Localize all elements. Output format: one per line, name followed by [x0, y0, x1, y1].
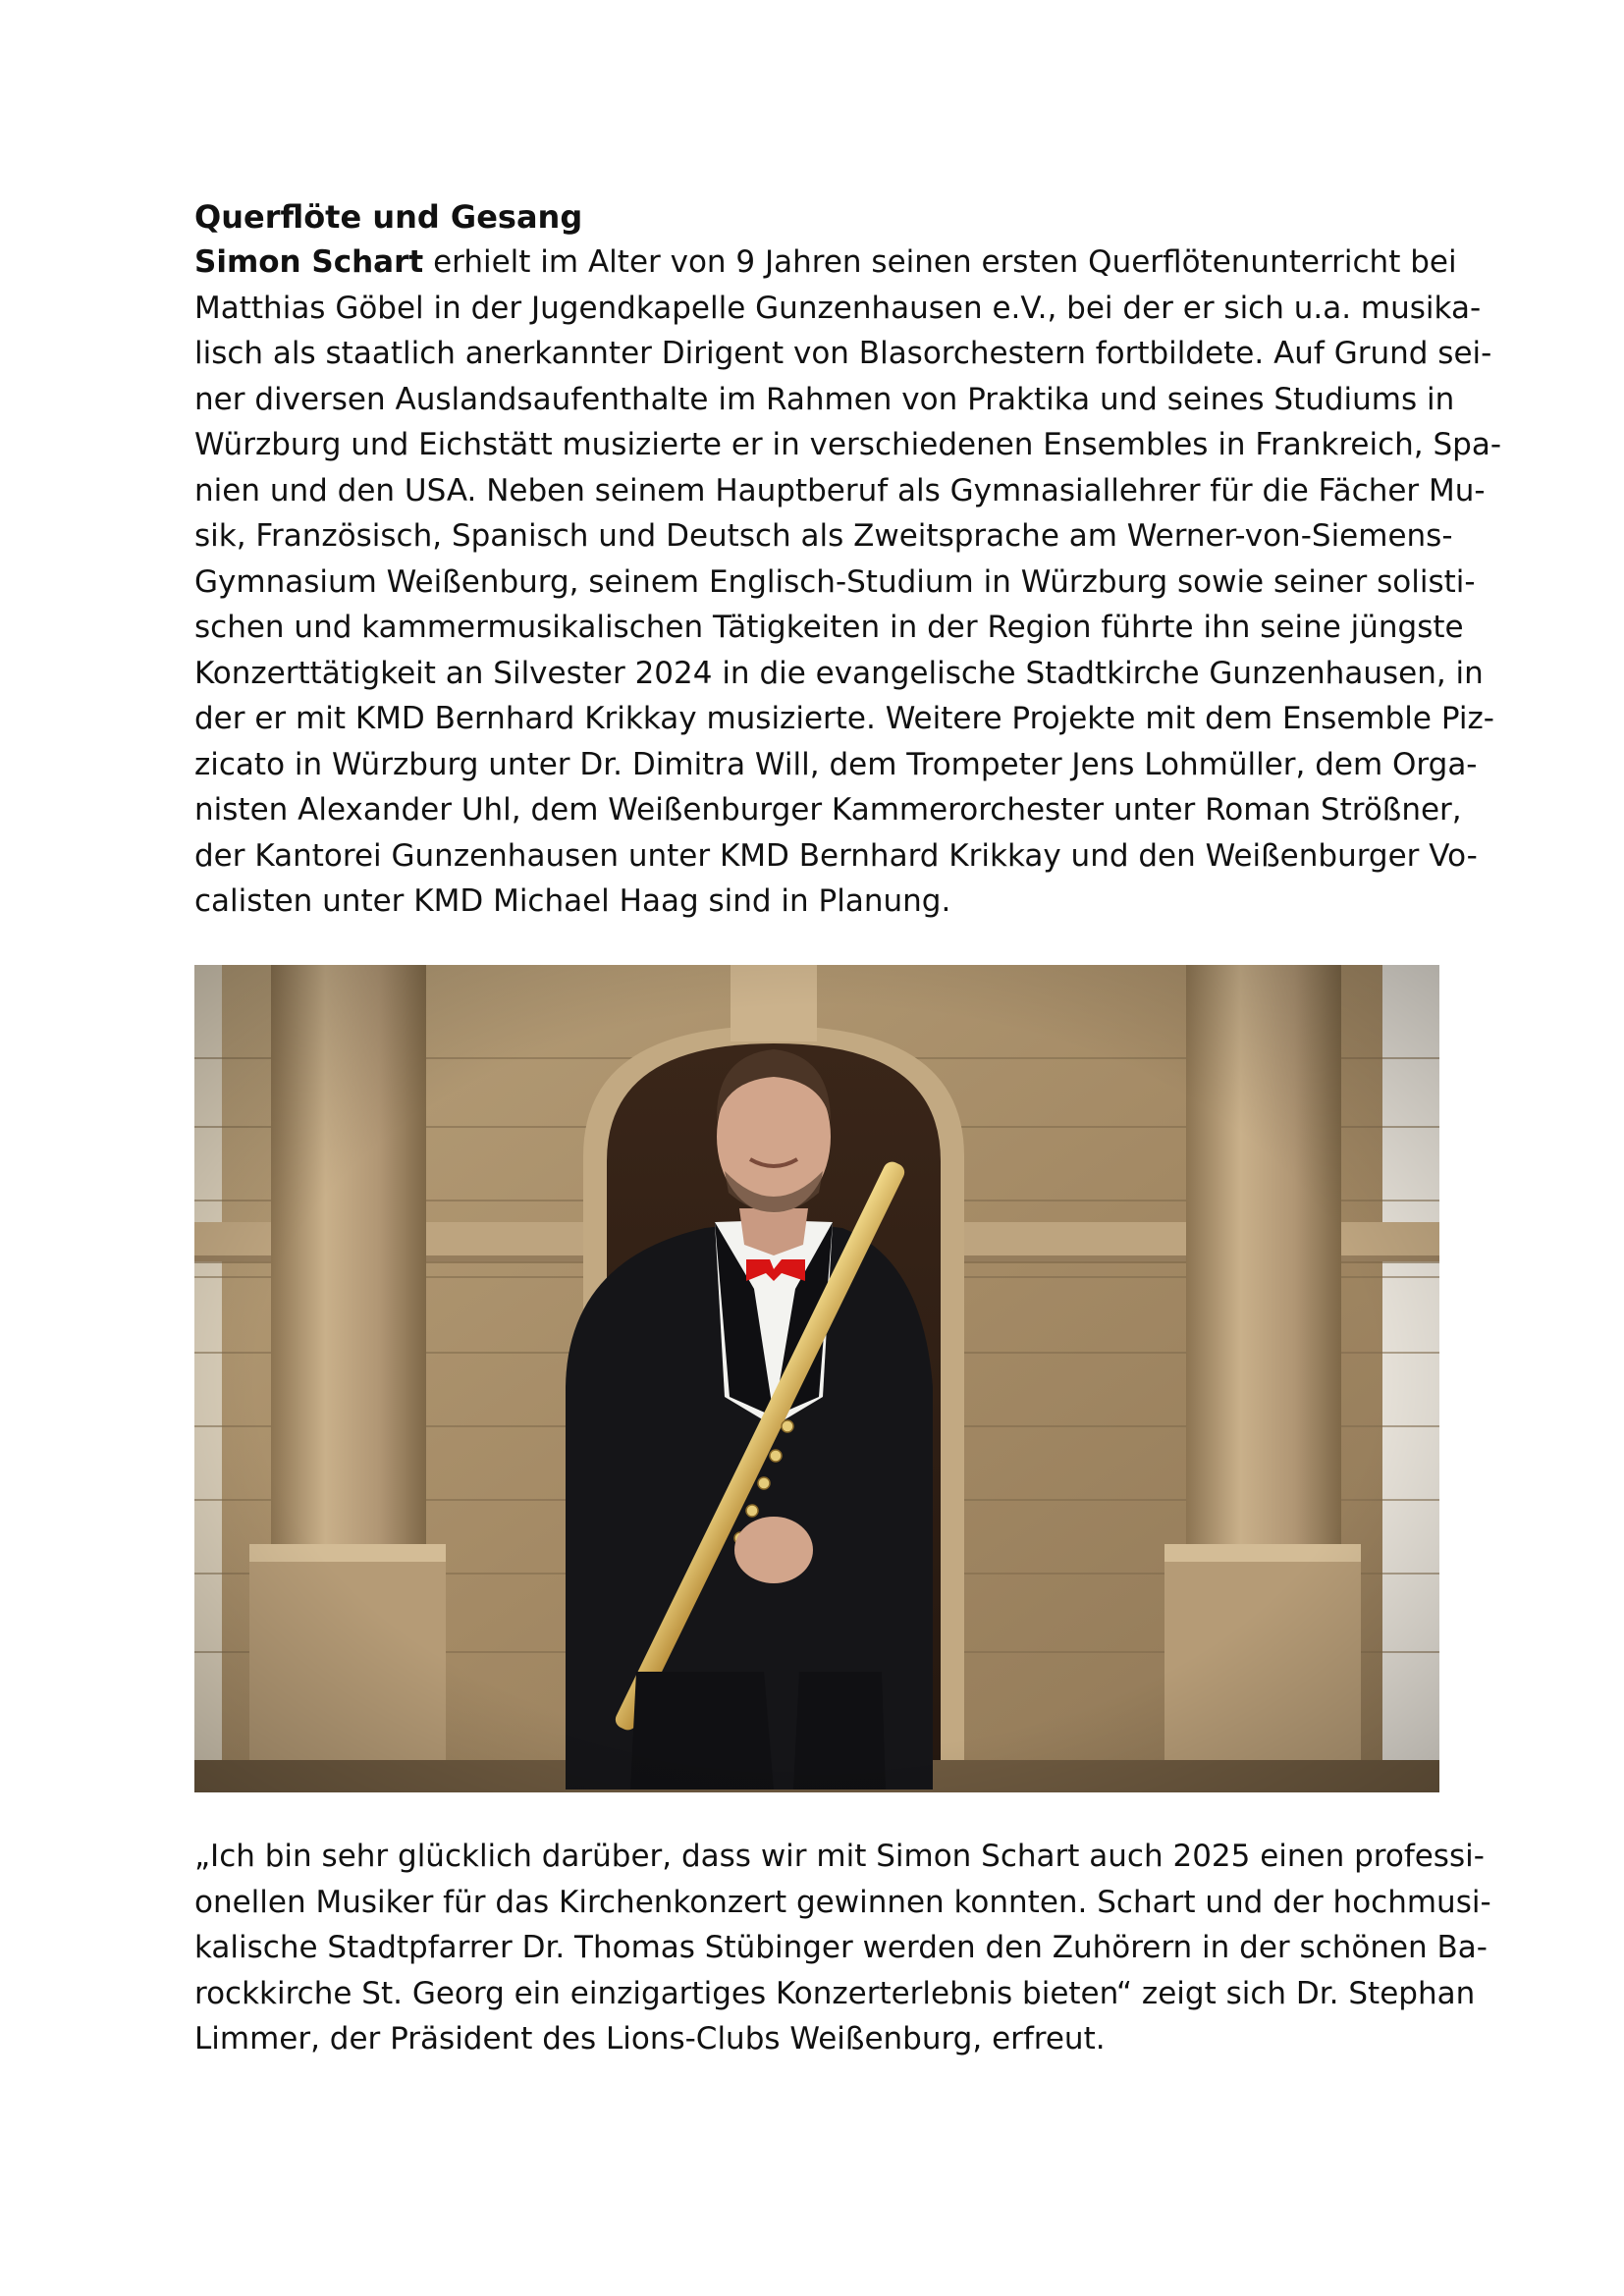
quote-line: „Ich bin sehr glücklich darüber, dass wir mit Simon Schart auch 2025 einen professi-	[194, 1839, 1485, 1874]
quote-paragraph	[194, 1834, 1491, 2062]
quote-line: Limmer, der Präsident des Lions-Clubs Weißenburg, erfreut.	[194, 2021, 1106, 2056]
paragraph-line: lisch als staatlich anerkannter Dirigent von Blasorchestern fortbildete. Auf Grund sei-	[194, 336, 1492, 371]
paragraph-line: der Kantorei Gunzenhausen unter KMD Bernhard Krikkay und den Weißenburger Vo-	[194, 837, 1478, 874]
quote-line: rockkirche St. Georg ein einzigartiges Konzerterlebnis bieten“ zeigt sich Dr. Stephan	[194, 1975, 1476, 2011]
quote-line: kalische Stadtpfarrer Dr. Thomas Stübinger werden den Zuhörern in der schönen Ba-	[194, 1930, 1488, 1965]
paragraph-line	[194, 240, 1457, 286]
paragraph-line: der er mit KMD Bernhard Krikkay musizierte. Weitere Projekte mit dem Ensemble Piz-	[194, 701, 1494, 736]
paragraph-line: Würzburg und Eichstätt musizierte er in verschiedenen Ensembles in Frankreich, Spa-	[194, 427, 1502, 462]
musician-name: Simon Schart	[194, 244, 424, 280]
section-heading: Querflöte und Gesang	[194, 198, 583, 236]
paragraph-line: ner diversen Auslandsaufenthalte im Rahmen von Praktika und seines Studiums in	[194, 381, 1455, 417]
paragraph-line: Konzerttätigkeit an Silvester 2024 in die evangelische Stadtkirche Gunzenhausen, in	[194, 655, 1484, 691]
paragraph-line: Matthias Göbel in der Jugendkapelle Gunzenhausen e.V., bei der er sich u.a. musika-	[194, 290, 1482, 326]
paragraph-line: schen und kammermusikalischen Tätigkeiten in der Region führte ihn seine jüngste	[194, 610, 1464, 645]
paragraph-line: nien und den USA. Neben seinem Hauptberuf als Gymnasiallehrer für die Fächer Mu-	[194, 472, 1486, 508]
musician-photo	[194, 965, 1439, 1792]
paragraph-line: nisten Alexander Uhl, dem Weißenburger Kammerorchester unter Roman Strößner,	[194, 792, 1462, 828]
paragraph-line: calisten unter KMD Michael Haag sind in Planung.	[194, 883, 951, 919]
quote-line: onellen Musiker für das Kirchenkonzert gewinnen konnten. Schart und der hochmusi-	[194, 1884, 1491, 1920]
paragraph-line: Gymnasium Weißenburg, seinem Englisch-Studium in Würzburg sowie seiner solisti-	[194, 563, 1476, 600]
paragraph-line: sik, Französisch, Spanisch und Deutsch als Zweitsprache am Werner-von-Siemens-	[194, 518, 1453, 554]
paragraph-line: zicato in Würzburg unter Dr. Dimitra Will, dem Trompeter Jens Lohmüller, dem Orga-	[194, 746, 1478, 782]
paragraph-line-text: erhielt im Alter von 9 Jahren seinen ersten Querflötenunterricht bei	[433, 244, 1457, 280]
biography-paragraph	[194, 240, 1502, 925]
